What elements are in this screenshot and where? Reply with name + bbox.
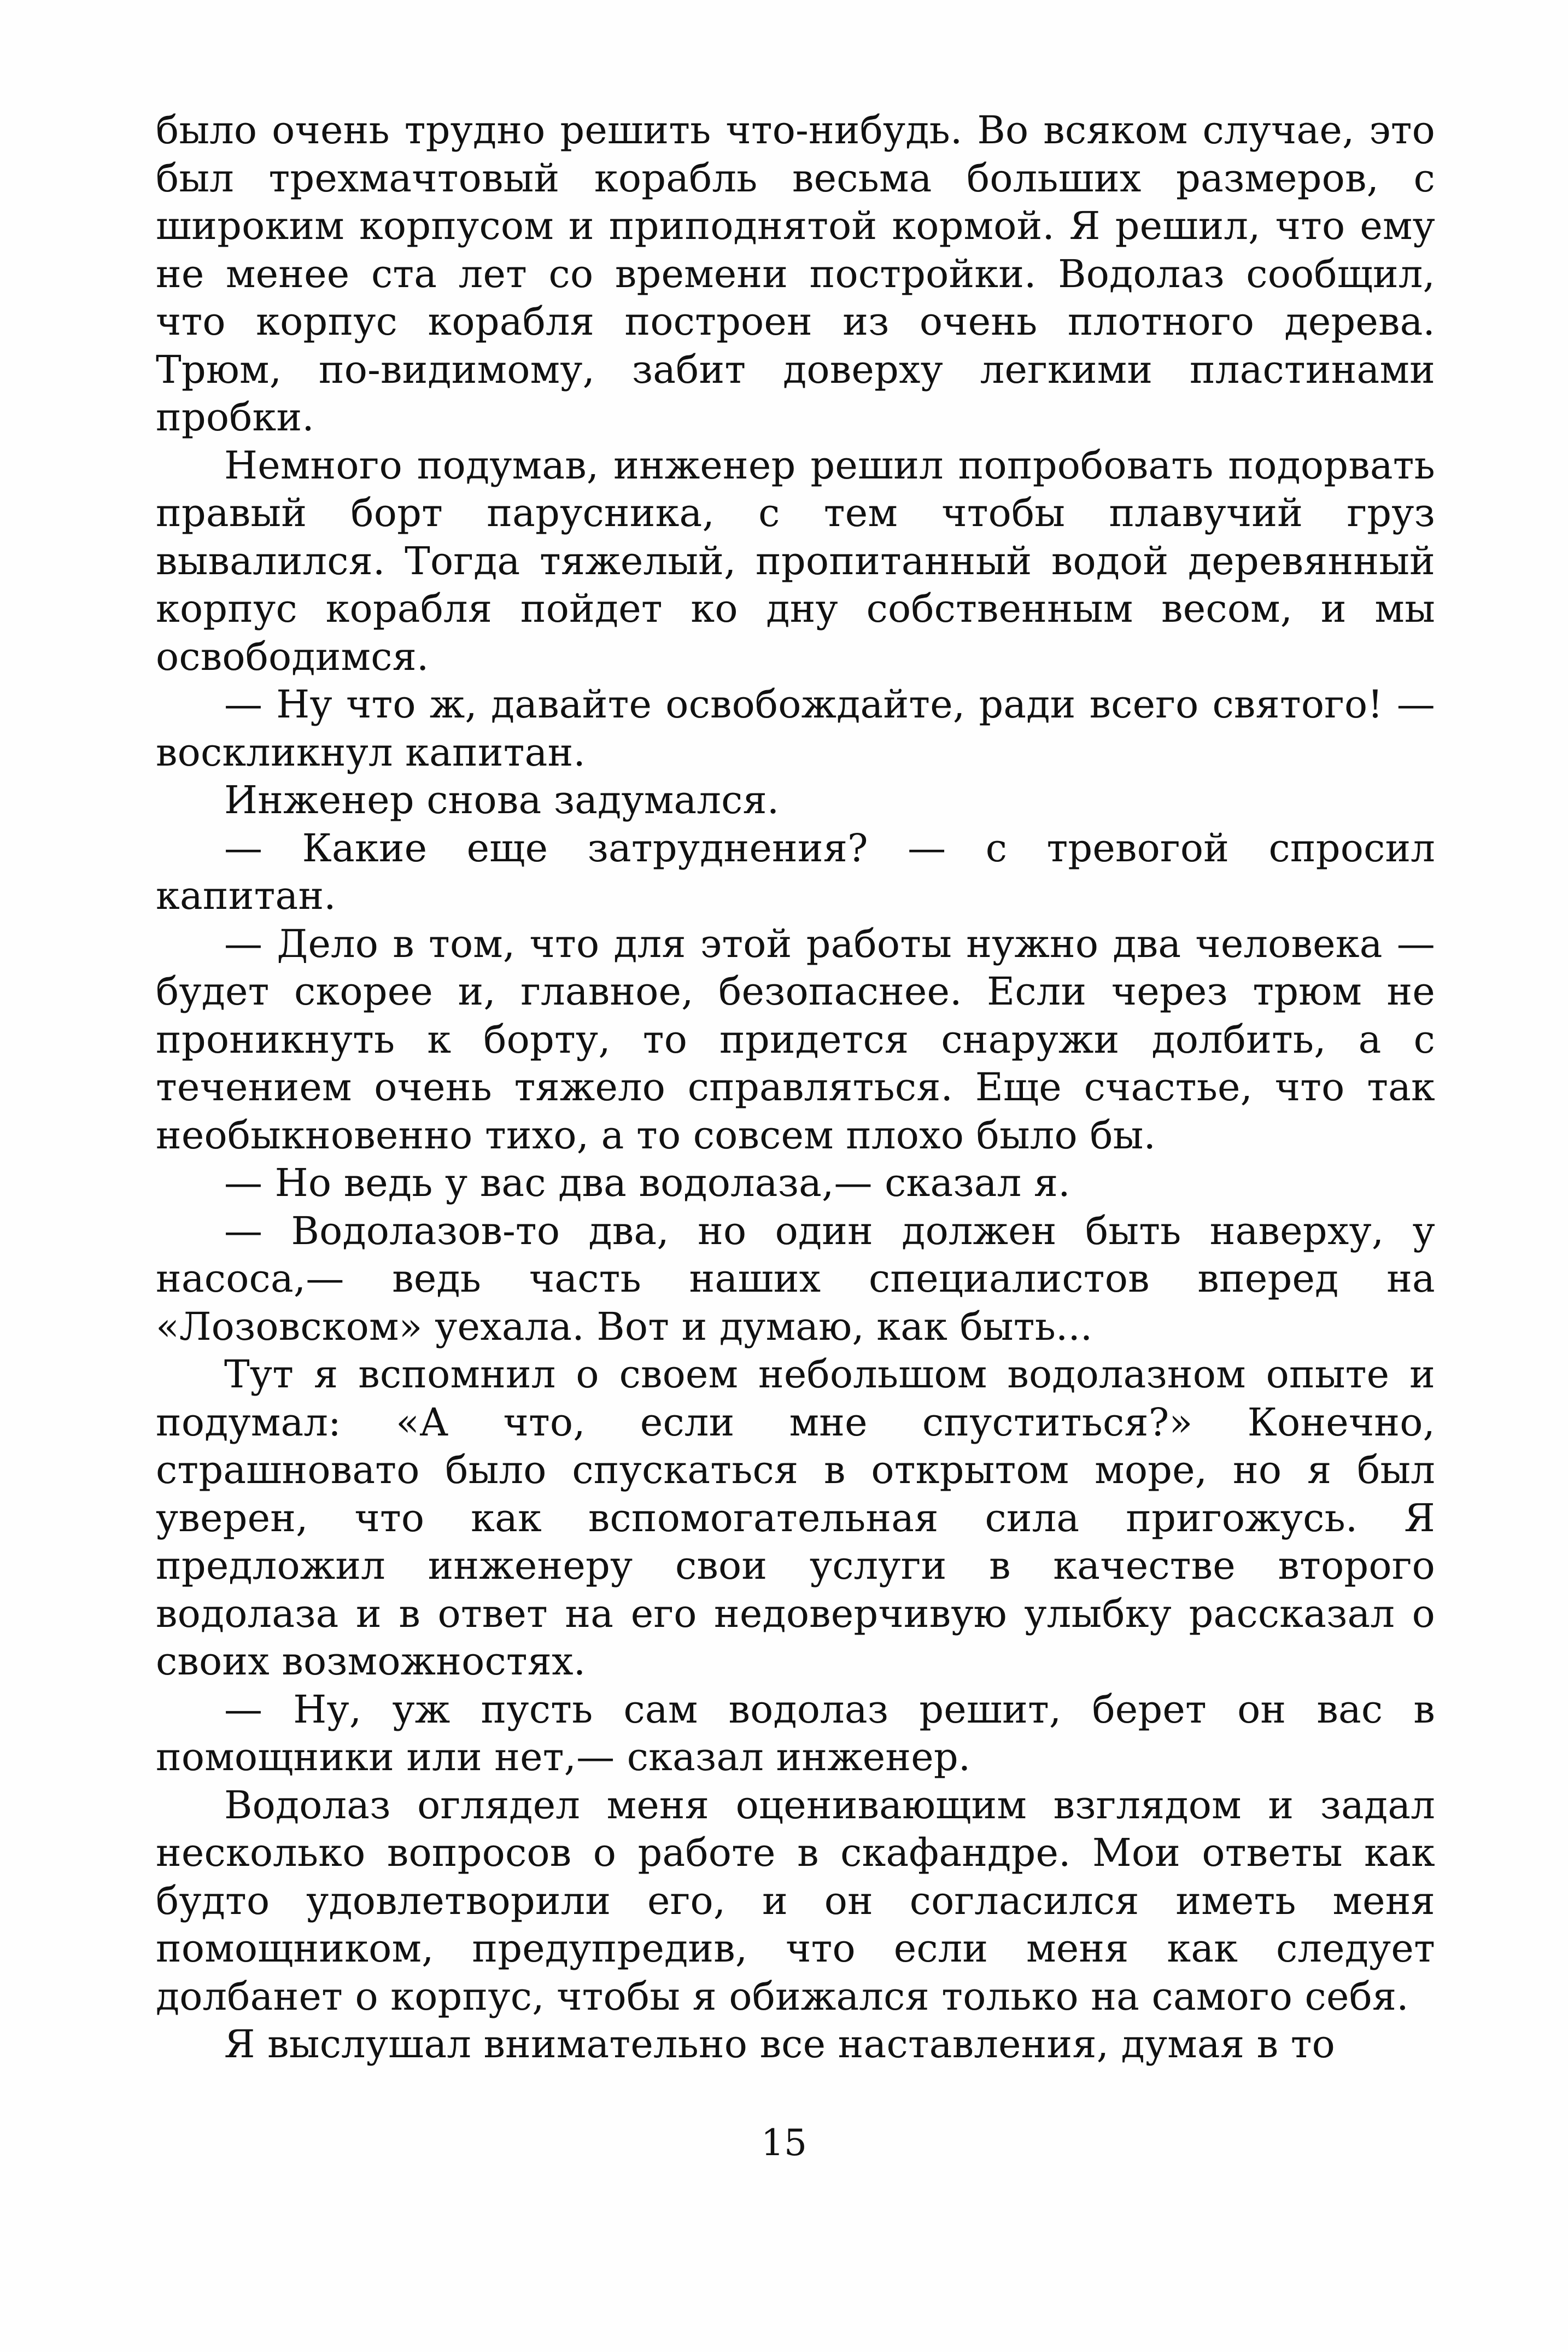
dialogue-line: — Водолазов-то два, но один должен быть наверху, у насоса,— ведь часть наших специалистов вперед на «Лозовском» уехала. Вот и думаю, как быть... xyxy=(156,1208,1435,1349)
paragraph: Инженер снова задумался. xyxy=(224,778,780,822)
dialogue-line: — Ну, уж пусть сам водолаз решит, берет он вас в помощники или нет,— сказал инженер. xyxy=(156,1686,1435,1779)
dialogue-line: — Какие еще затруднения? — с тревогой спросил капитан. xyxy=(156,825,1435,918)
body-text xyxy=(156,107,1435,2069)
page-number: 15 xyxy=(761,2122,807,2164)
paragraph: Водолаз оглядел меня оценивающим взглядом и задал несколько вопросов о работе в скафандре. Мои ответы как будто удовлетворили его, и он согласился иметь меня помощником, предупредив, что если меня как следует долбанет о корпус, чтобы я обижался только на самого себя. xyxy=(156,1782,1435,2019)
dialogue-line: — Ну что ж, давайте освобождайте, ради всего святого! — воскликнул капитан. xyxy=(156,682,1435,775)
dialogue-line: — Но ведь у вас два водолаза,— сказал я. xyxy=(224,1160,1070,1205)
paragraph: Тут я вспомнил о своем небольшом водолазном опыте и подумал: «А что, если мне спуститься?» Конечно, страшновато было спускаться в открытом море, но я был уверен, что как вспомогательная сила пригожусь. Я предложил инженеру свои услуги в качестве второго водолаза и в ответ на его недоверчивую улыбку рассказал о своих возможностях. xyxy=(156,1352,1435,1684)
paragraph-continuation: было очень трудно решить что-нибудь. Во всяком случае, это был трехмачтовый корабль весьма больших размеров, с широким корпусом и приподнятой кормой. Я решил, что ему не менее ста лет со времени постройки. Водолаз сообщил, что корпус корабля построен из очень плотного дерева. Трюм, по-видимому, забит доверху легкими пластинами пробки. xyxy=(156,108,1435,440)
dialogue-line: — Дело в том, что для этой работы нужно два человека — будет скорее и, главное, безопаснее. Если через трюм не проникнуть к борту, то придется снаружи долбить, а с течением очень тяжело справляться. Еще счастье, что так необыкновенно тихо, а то совсем плохо было бы. xyxy=(156,921,1435,1158)
paragraph: Немного подумав, инженер решил попробовать подорвать правый борт парусника, с тем чтобы плавучий груз вывалился. Тогда тяжелый, пропитанный водой деревянный корпус корабля пойдет ко дну собственным весом, и мы освободимся. xyxy=(156,442,1435,679)
paragraph-continues: Я выслушал внимательно все наставления, думая в то xyxy=(224,2022,1336,2067)
